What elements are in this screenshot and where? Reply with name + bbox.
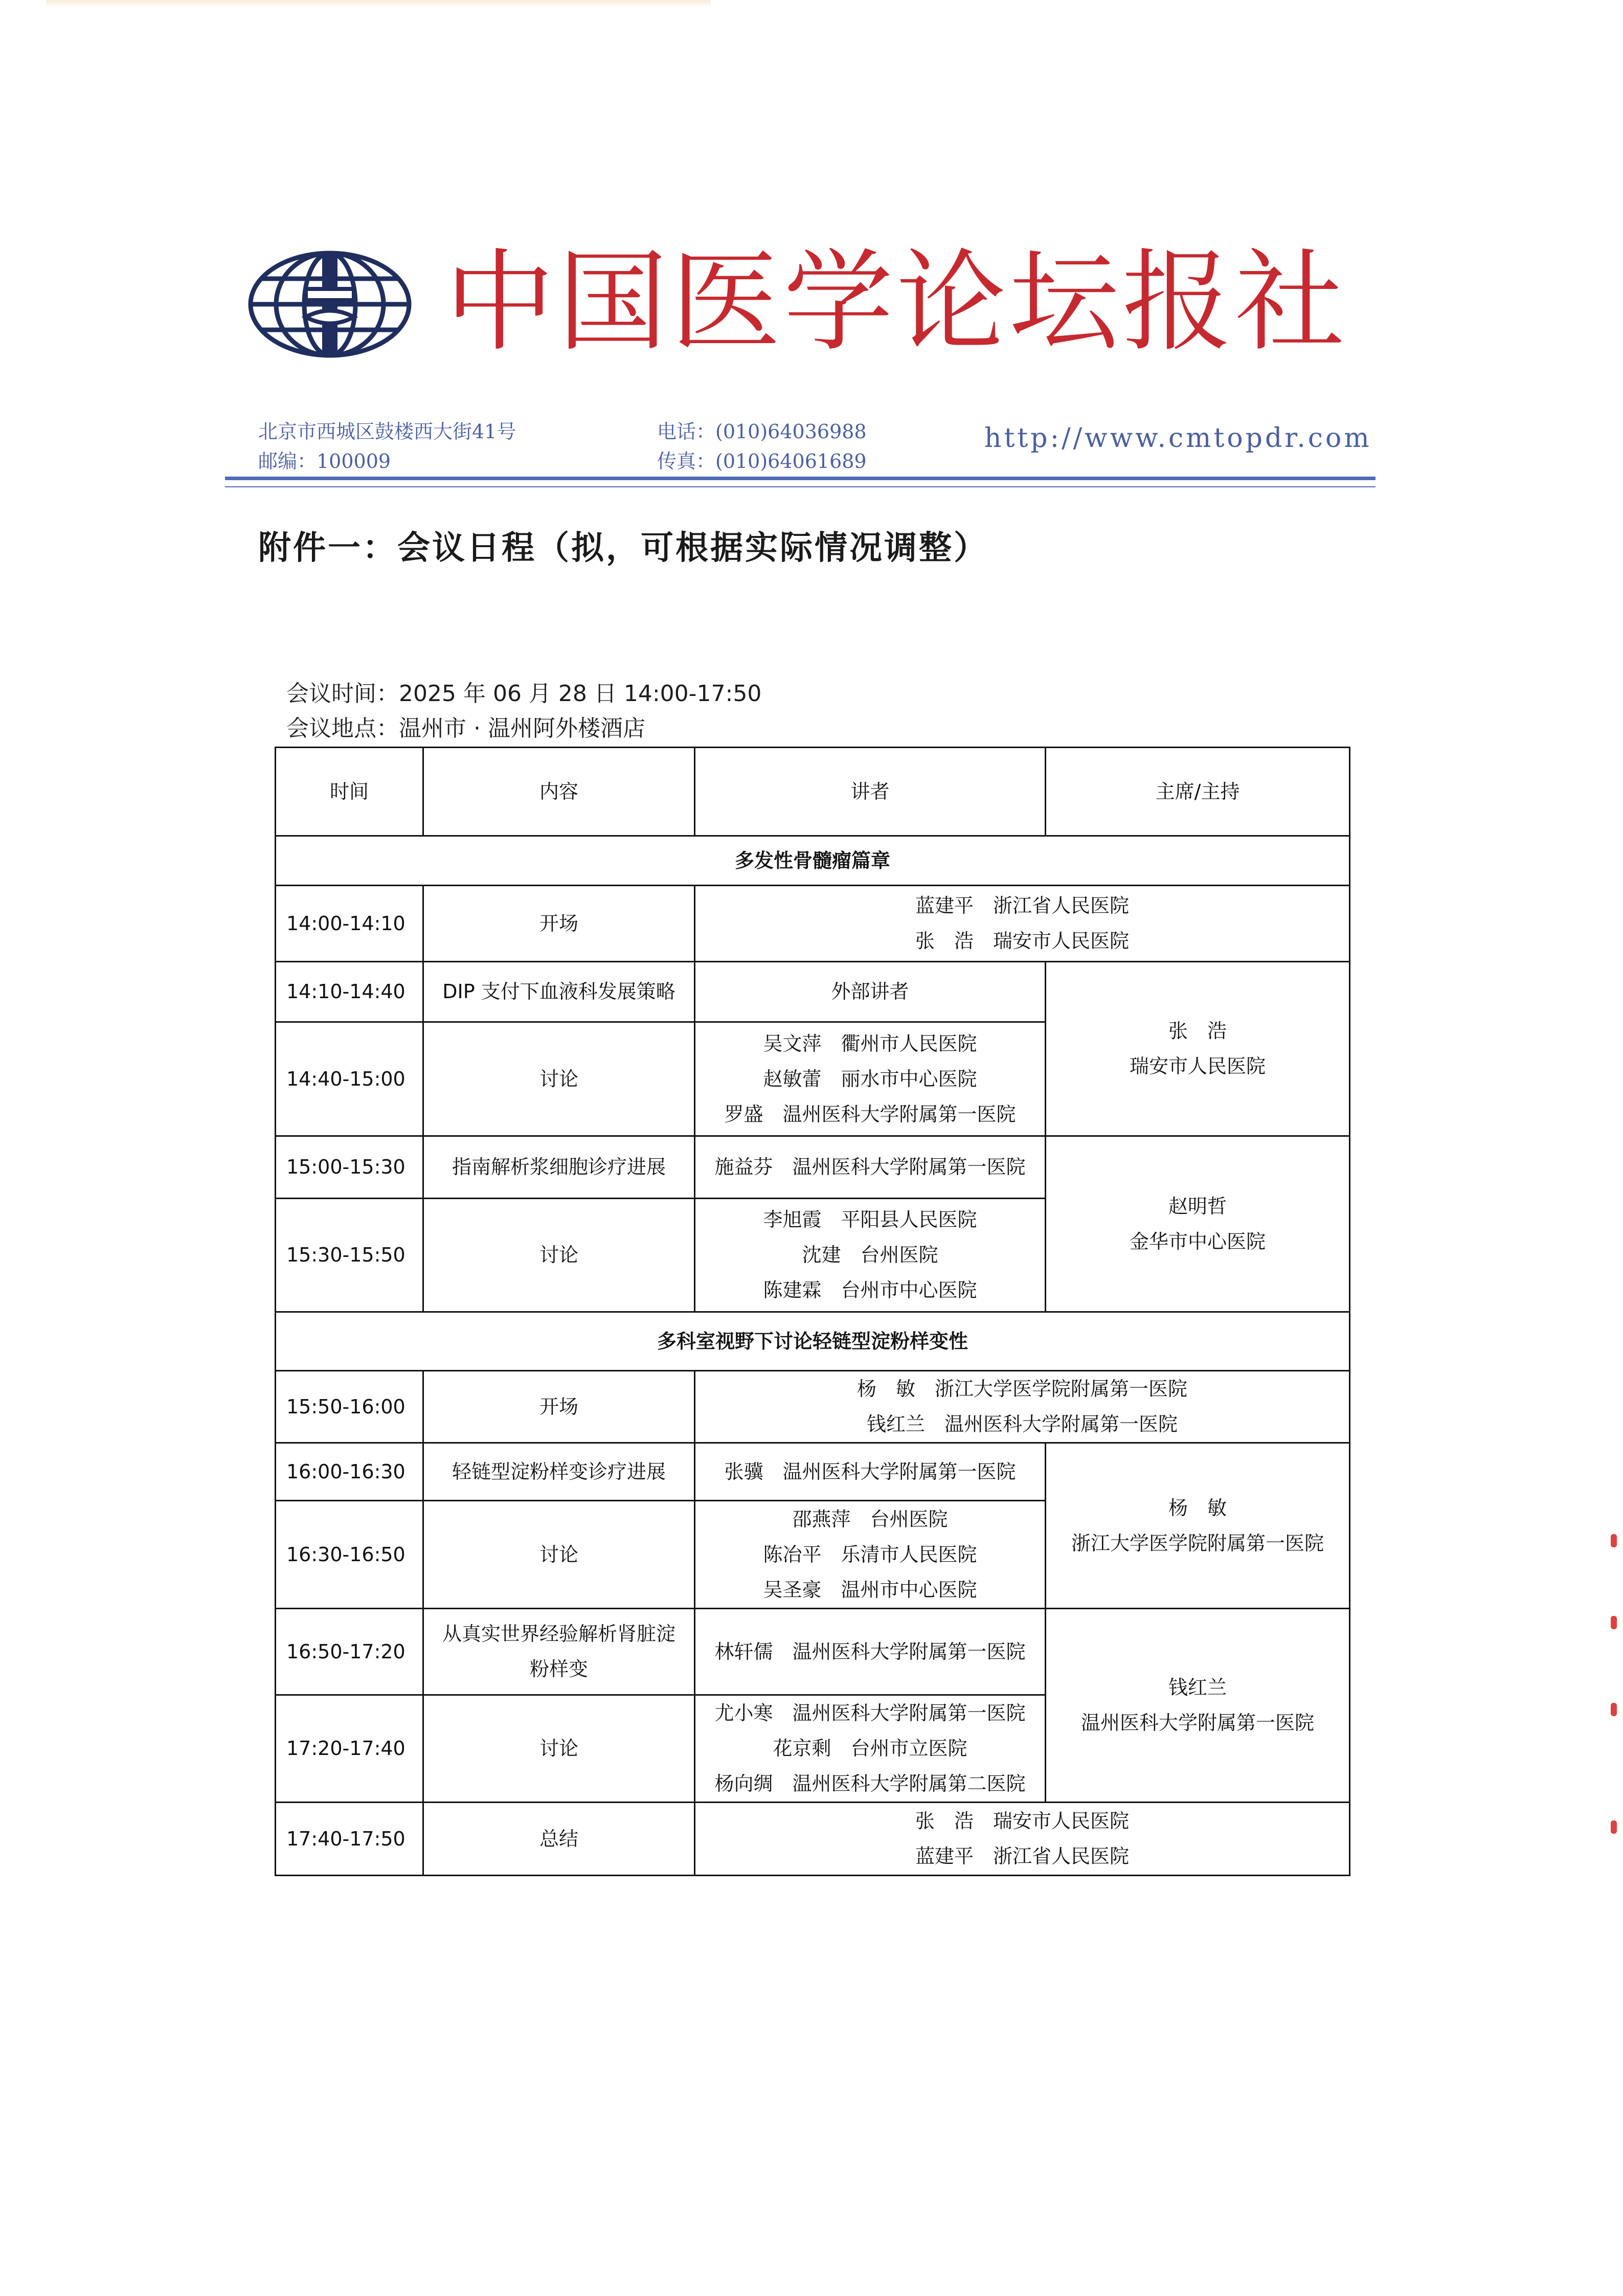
- speaker-line: 吴文萍 衢州市人民医院: [763, 1032, 977, 1055]
- content-line: 粉样变: [529, 1658, 588, 1680]
- chair-hospital: 浙江大学医学院附属第一医院: [1071, 1532, 1324, 1555]
- row-chair: [1046, 962, 1350, 1136]
- row-time: 16:50-17:20: [276, 1609, 423, 1695]
- speaker-line: 沈建 台州医院: [802, 1244, 938, 1266]
- row-speakers: [695, 962, 1046, 1022]
- attachment-title: 附件一：会议日程（拟，可根据实际情况调整）: [258, 529, 988, 567]
- table-row: [276, 1803, 1350, 1876]
- speaker-line: 陈建霖 台州市中心医院: [763, 1279, 977, 1301]
- org-name-char: 医: [670, 237, 781, 366]
- row-content: 讨论: [423, 1501, 695, 1609]
- org-name-char: 国: [557, 237, 668, 366]
- section-title: 多发性骨髓瘤篇章: [276, 836, 1350, 886]
- scan-edge-marks: [1611, 1534, 1621, 1851]
- header-speaker: 讲者: [695, 748, 1046, 836]
- meeting-place: 会议地点：温州市 · 温州阿外楼酒店: [286, 715, 645, 741]
- speaker-line: 施益芬 温州医科大学附属第一医院: [714, 1156, 1026, 1178]
- org-name-char: 学: [783, 237, 894, 366]
- row-content: 讨论: [423, 1022, 695, 1136]
- org-name-char: 报: [1122, 237, 1232, 366]
- section-title: 多科室视野下讨论轻链型淀粉样变性: [276, 1312, 1350, 1371]
- chair-hospital: 金华市中心医院: [1129, 1230, 1266, 1253]
- row-content: 总结: [423, 1803, 695, 1876]
- row-speakers: [695, 1609, 1046, 1695]
- content-line: 从真实世界经验解析肾脏淀: [442, 1623, 675, 1645]
- row-content: DIP 支付下血液科发展策略: [423, 962, 695, 1022]
- row-content: 讨论: [423, 1695, 695, 1803]
- speaker-line: 外部讲者: [831, 980, 909, 1003]
- scan-edge-stain: [46, 0, 711, 7]
- row-time: 14:40-15:00: [276, 1022, 423, 1136]
- speaker-line: 花京剩 台州市立医院: [773, 1737, 967, 1760]
- row-chair: [1046, 1609, 1350, 1803]
- row-chair: [1046, 1136, 1350, 1312]
- row-content: 轻链型淀粉样变诊疗进展: [423, 1443, 695, 1501]
- table-header-row: [276, 748, 1350, 836]
- table-row: [276, 1371, 1350, 1443]
- row-speakers: [695, 1443, 1046, 1501]
- org-name-char: 论: [896, 237, 1006, 366]
- row-time: 14:00-14:10: [276, 886, 423, 962]
- chair-name: 杨 敏: [1168, 1496, 1227, 1519]
- table-row: [276, 962, 1350, 1022]
- org-name-char: 社: [1234, 237, 1345, 366]
- row-time: 15:50-16:00: [276, 1371, 423, 1443]
- speaker-line: 蓝建平 浙江省人民医院: [915, 894, 1129, 917]
- chair-name: 赵明哲: [1168, 1195, 1227, 1218]
- org-name: [445, 237, 1345, 366]
- speaker-line: 罗盛 温州医科大学附属第一医院: [724, 1102, 1016, 1126]
- chair-hospital: 温州医科大学附属第一医院: [1080, 1712, 1314, 1734]
- table-row: [276, 1136, 1350, 1199]
- speaker-line: 钱红兰 温州医科大学附属第一医院: [866, 1413, 1178, 1435]
- letterhead-divider: [225, 477, 1376, 480]
- postcode-line: 邮编：100009: [258, 450, 391, 472]
- chair-name: 张 浩: [1168, 1020, 1227, 1042]
- speaker-line: 吴圣豪 温州市中心医院: [763, 1578, 977, 1601]
- row-content: 开场: [423, 1371, 695, 1443]
- speaker-line: 尤小寒 温州医科大学附属第一医院: [714, 1702, 1026, 1724]
- edge-mark: [1611, 1703, 1617, 1716]
- letterhead-address: [258, 417, 516, 476]
- header-time: 时间: [276, 748, 423, 836]
- table-row: [276, 1443, 1350, 1501]
- speaker-line: 张 浩 瑞安市人民医院: [915, 1810, 1129, 1832]
- speaker-line: 陈冶平 乐清市人民医院: [763, 1543, 977, 1566]
- header-chair: 主席/主持: [1046, 748, 1350, 836]
- row-time: 14:10-14:40: [276, 962, 423, 1022]
- section-row: [276, 1312, 1350, 1371]
- row-time: 17:20-17:40: [276, 1695, 423, 1803]
- edge-mark: [1611, 1534, 1617, 1547]
- row-speakers: [695, 1371, 1350, 1443]
- row-speakers: [695, 1022, 1046, 1136]
- phone-line: 电话：(010)64036988: [657, 420, 867, 443]
- row-time: 16:00-16:30: [276, 1443, 423, 1501]
- row-speakers: [695, 1501, 1046, 1609]
- edge-mark: [1611, 1820, 1617, 1834]
- row-speakers: [695, 1136, 1046, 1199]
- speaker-line: 赵敏蕾 丽水市中心医院: [763, 1067, 977, 1090]
- org-name-char: 中: [445, 237, 555, 366]
- schedule-table: [275, 747, 1350, 1876]
- speaker-line: 杨 敏 浙江大学医学院附属第一医院: [856, 1378, 1187, 1400]
- row-speakers: [695, 1199, 1046, 1312]
- row-time: 15:00-15:30: [276, 1136, 423, 1199]
- row-content: 开场: [423, 886, 695, 962]
- row-time: 15:30-15:50: [276, 1199, 423, 1312]
- row-chair: [1046, 1443, 1350, 1609]
- address-line: 北京市西城区鼓楼西大街41号: [258, 420, 516, 443]
- header-content: 内容: [423, 748, 695, 836]
- table-row: [276, 1609, 1350, 1695]
- speaker-line: 蓝建平 浙江省人民医院: [915, 1845, 1129, 1867]
- row-speakers: [695, 1695, 1046, 1803]
- org-name-char: 坛: [1009, 237, 1119, 366]
- letterhead-contact: [657, 417, 867, 476]
- section-row: [276, 836, 1350, 886]
- speaker-line: 张 浩 瑞安市人民医院: [915, 930, 1129, 952]
- speaker-line: 林轩儒 温州医科大学附属第一医院: [714, 1640, 1026, 1663]
- row-time: 16:30-16:50: [276, 1501, 423, 1609]
- globe-logo-icon: [245, 248, 414, 361]
- fax-line: 传真：(010)64061689: [657, 450, 867, 472]
- row-content: 指南解析浆细胞诊疗进展: [423, 1136, 695, 1199]
- row-time: 17:40-17:50: [276, 1803, 423, 1876]
- row-content: 讨论: [423, 1199, 695, 1312]
- speaker-line: 杨向绸 温州医科大学附属第二医院: [714, 1772, 1026, 1795]
- table-row: [276, 886, 1350, 962]
- meeting-time: 会议时间：2025 年 06 月 28 日 14:00-17:50: [286, 681, 762, 707]
- speaker-line: 张骥 温州医科大学附属第一医院: [724, 1460, 1016, 1483]
- row-speakers: [695, 886, 1350, 962]
- chair-hospital: 瑞安市人民医院: [1129, 1055, 1266, 1077]
- letterhead-url: http://www.cmtopdr.com: [984, 423, 1372, 454]
- letterhead-divider-thin: [225, 486, 1376, 487]
- edge-mark: [1611, 1616, 1617, 1629]
- speaker-line: 李旭霞 平阳县人民医院: [763, 1208, 977, 1231]
- chair-name: 钱红兰: [1168, 1676, 1227, 1699]
- row-content: [423, 1609, 695, 1695]
- speaker-line: 邵燕萍 台州医院: [792, 1507, 948, 1530]
- row-speakers: [695, 1803, 1350, 1876]
